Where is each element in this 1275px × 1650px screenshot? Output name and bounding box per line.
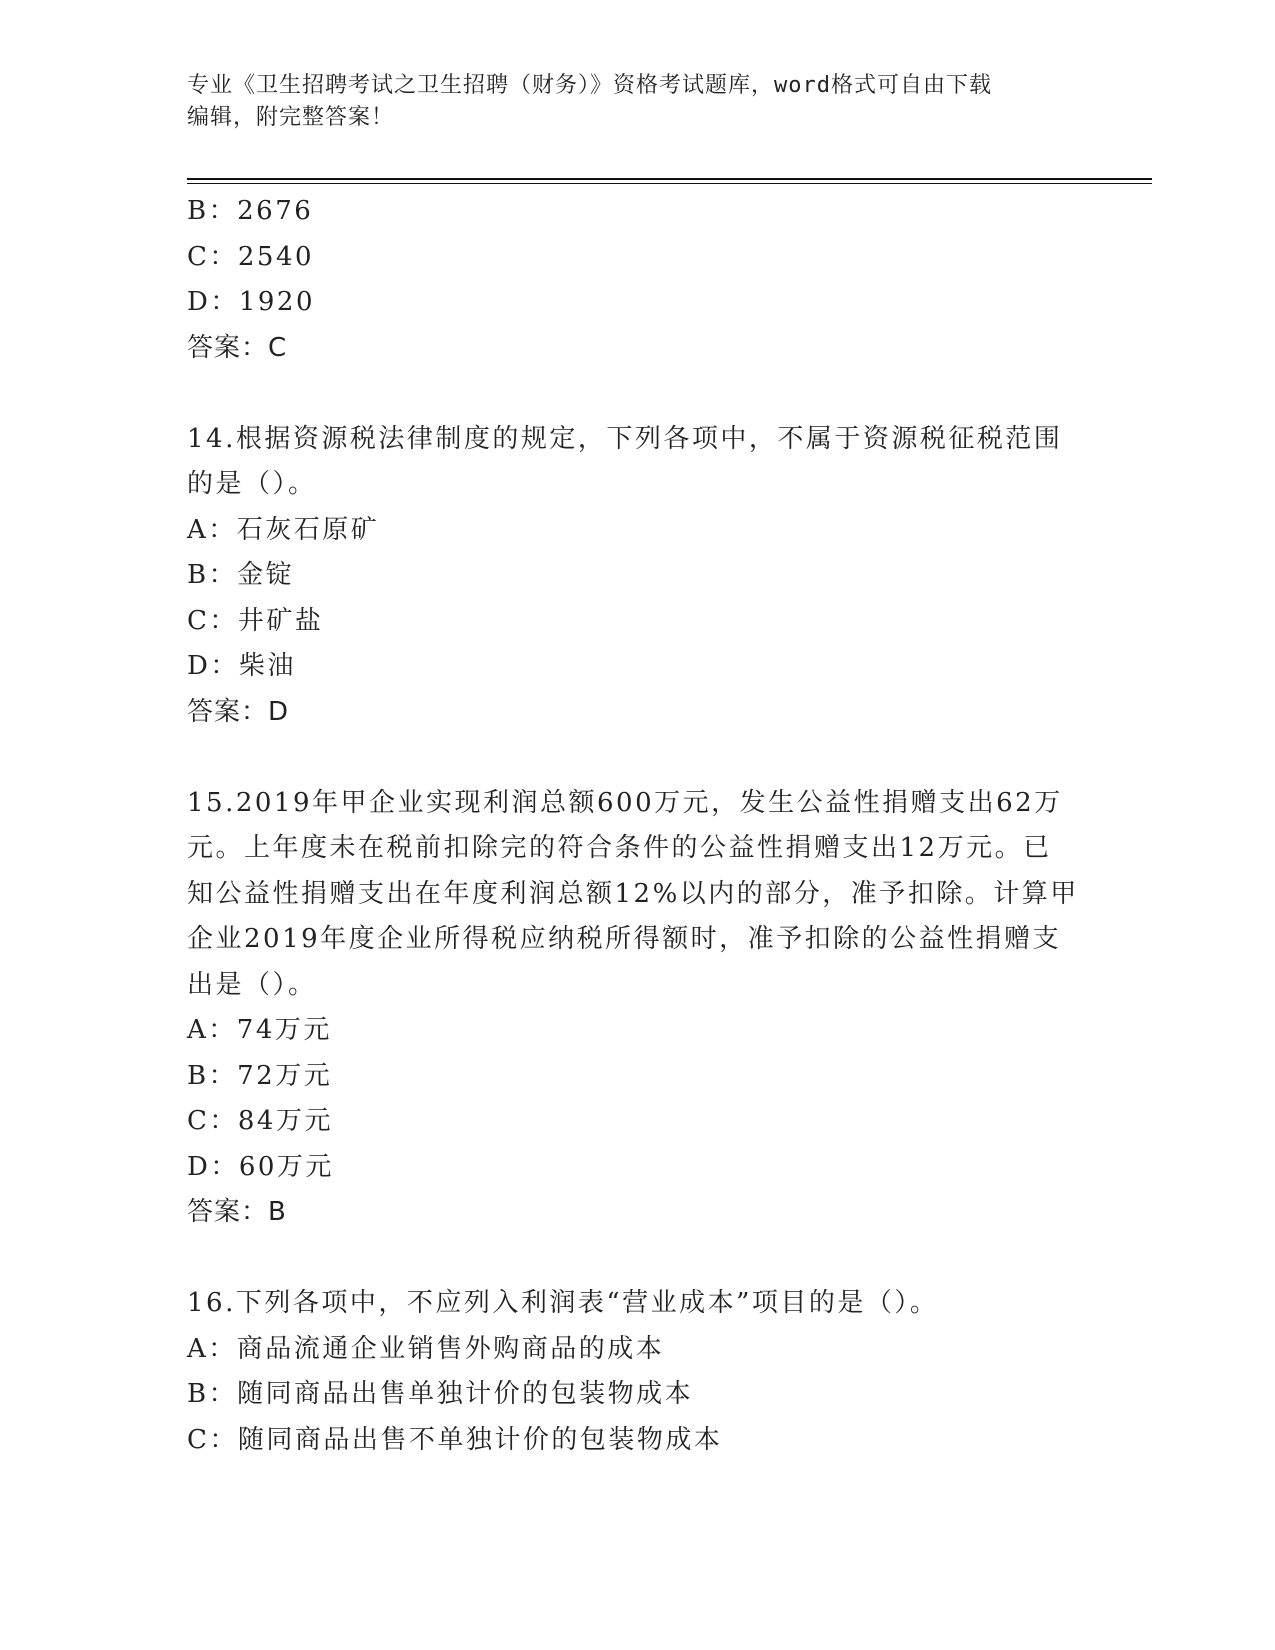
option-c: C：随同商品出售不单独计价的包装物成本 [187,1424,723,1455]
question-stem: 14.根据资源税法律制度的规定，下列各项中，不属于资源税征税范围 [187,423,1063,454]
option-a: A：石灰石原矿 [187,514,380,545]
question-stem: 元。上年度未在税前扣除完的符合条件的公益性捐赠支出12万元。已 [187,833,1052,863]
option-d: D：柴油 [187,651,296,681]
option-a: A：74万元 [187,1015,332,1045]
option-b: B：金锭 [187,560,295,590]
option-c: C：井矿盐 [187,605,324,636]
header-divider [187,178,1152,180]
option-b: B：2676 [187,196,314,226]
spacer [187,371,1087,417]
question-stem: 出是（）。 [187,969,317,1000]
question-stem: 企业2019年度企业所得税应纳税所得额时，准予扣除的公益性捐赠支 [187,924,1062,954]
header-line-1: 专业《卫生招聘考试之卫生招聘（财务）》资格考试题库，word格式可自由下载 [187,73,992,98]
question-list [187,189,1087,1463]
question-15 [187,781,1087,1236]
document-header [187,70,1087,134]
option-a: A：商品流通企业销售外购商品的成本 [187,1333,665,1364]
option-b: B：随同商品出售单独计价的包装物成本 [187,1379,694,1409]
question-16 [187,1281,1087,1463]
question-14 [187,417,1087,736]
option-d: D：1920 [187,287,316,317]
option-d: D：60万元 [187,1151,334,1182]
header-divider-thin [187,183,1152,184]
question-stem: 的是（）。 [187,469,317,499]
option-c: C：84万元 [187,1106,333,1136]
answer: 答案：C [187,332,288,363]
spacer [187,735,1087,781]
question-stem: 知公益性捐赠支出在年度利润总额12%以内的部分，准予扣除。计算甲 [187,878,1079,909]
question-stem: 16.下列各项中，不应列入利润表“营业成本”项目的是（）。 [187,1288,939,1318]
spacer [187,1236,1087,1282]
question-13 [187,189,1087,371]
answer: 答案：D [187,696,290,727]
answer: 答案：B [187,1197,287,1227]
option-b: B：72万元 [187,1060,333,1091]
question-stem: 15.2019年甲企业实现利润总额600万元，发生公益性捐赠支出62万 [187,787,1063,818]
option-c: C：2540 [187,241,315,272]
header-line-2: 编辑，附完整答案！ [187,105,395,130]
